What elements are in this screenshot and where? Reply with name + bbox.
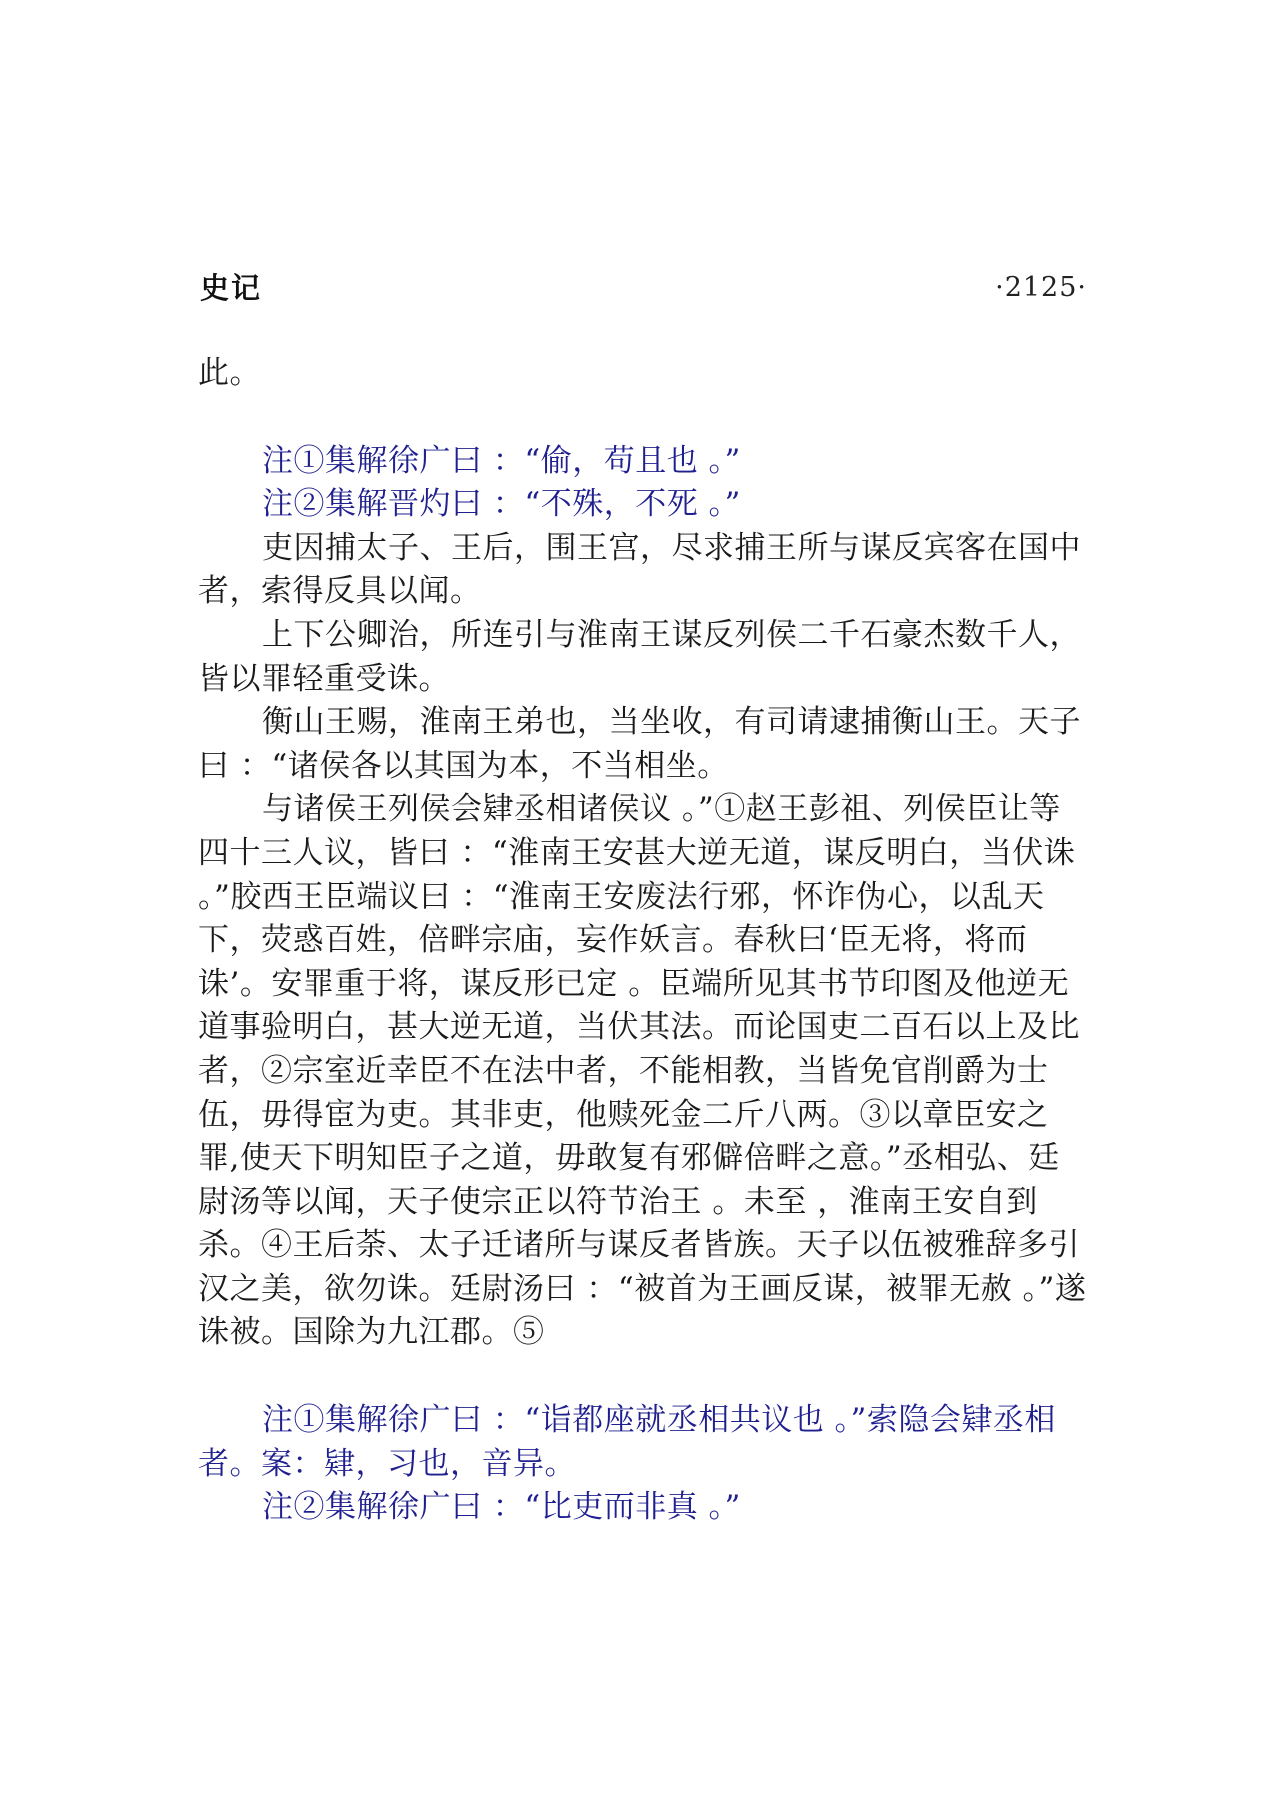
footnote: 注②集解徐广曰 ：“比吏而非真 。” [262,1489,741,1526]
body-text [198,352,1088,1530]
text-fragment: 此。 [198,355,261,391]
page-number: ·2125· [995,272,1087,303]
running-header-title: 史记 [200,271,263,305]
footnote: 注①集解徐广曰 ：“诣都座就丞相共议也 。”索隐会肄丞相者。案：肄，习也，音异。 [198,1402,1056,1482]
paragraph: 上下公卿治，所连引与淮南王谋反列侯二千石豪杰数千人，皆以罪轻重受诛。 [198,616,1081,697]
footnote: 注①集解徐广曰 ：“偷，苟且也 。” [262,442,741,479]
paragraph: 吏因捕太子、王后，围王宫，尽求捕王所与谋反宾客在国中者，索得反具以闻。 [198,529,1081,610]
paragraph: 衡山王赐，淮南王弟也，当坐收，有司请逮捕衡山王。天子曰 ：“诸侯各以其国为本，不当相坐。 [198,704,1081,784]
footnote: 注②集解晋灼曰 ：“不殊，不死 。” [262,486,741,523]
spacer [198,396,1088,440]
spacer [198,1355,1088,1399]
paragraph: 与诸侯王列侯会肄丞相诸侯议 。”①赵王彭祖、列侯臣让等四十三人议，皆曰 ：“淮南王安甚大逆无道，谋反明白，当伏诛 。”胶西王臣端议曰 ：“淮南王安废法行邪，怀诈伪心，以乱天下，荧惑百姓，倍畔宗庙，妄作妖言。春秋曰‘臣无将，将而诛’。安罪重于将，谋反形已定 。臣端所见其书节印图及他逆无道事验明白，甚大逆无道，当伏其法。而论国吏二百石以上及比者，②宗室近幸臣不在法中者，不能相教，当皆免官削爵为士伍，毋得宦为吏。其非吏，他赎死金二斤八两。③以章臣安之罪,使天下明知臣子之道，毋敢复有邪僻倍畔之意。”丞相弘、廷尉汤等以闻，天子使宗正以符节治王 。未至 ，淮南王安自到杀。④王后荼、太子迁诸所与谋反者皆族。天子以伍被雅辞多引汉之美，欲勿诛。廷尉汤曰 ：“被首为王画反谋，被罪无赦 。”遂诛被。国除为九江郡。⑤ [198,791,1087,1351]
